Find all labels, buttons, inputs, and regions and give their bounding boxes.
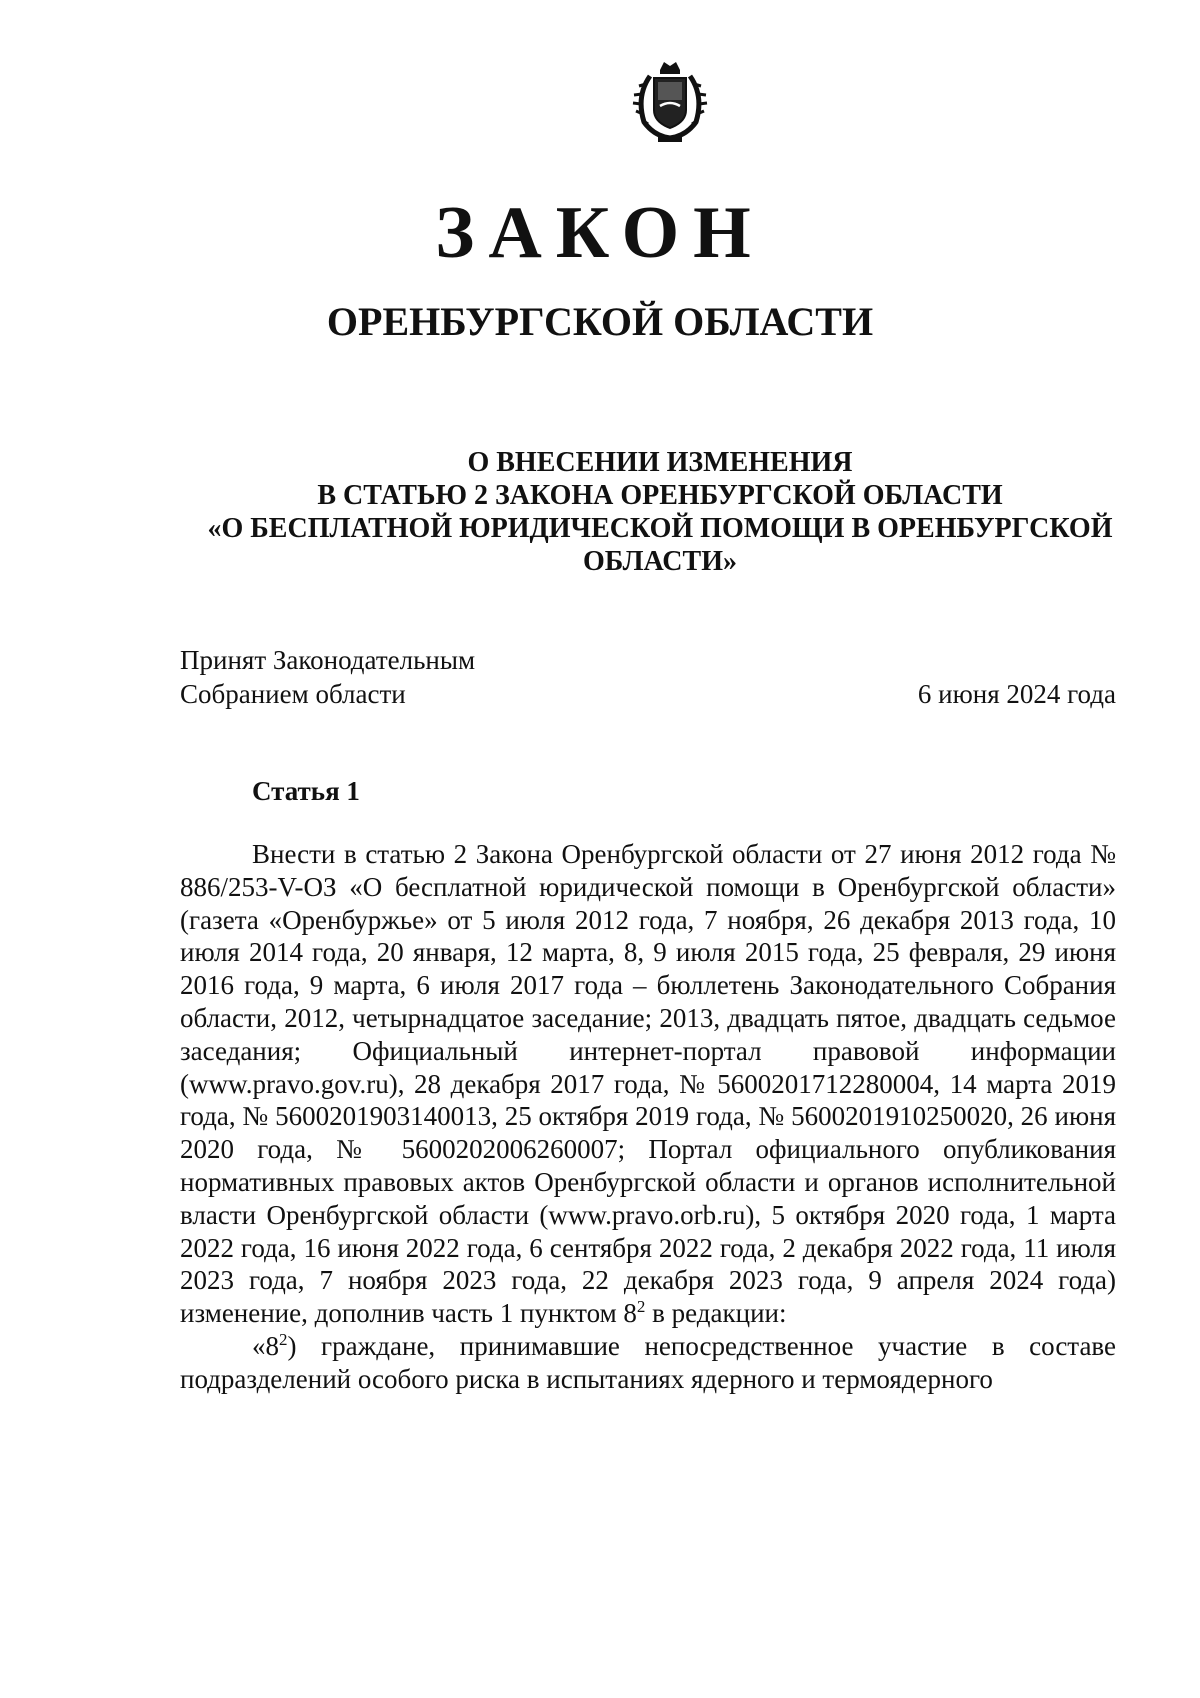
title-line: «О БЕСПЛАТНОЙ ЮРИДИЧЕСКОЙ ПОМОЩИ В ОРЕНБУРГСКОЙ — [207, 513, 1113, 544]
article-paragraph — [180, 1330, 1116, 1396]
article-paragraph — [180, 838, 1116, 1330]
adoption-line: Собранием области — [180, 679, 406, 709]
paragraph-text: в редакции: — [645, 1298, 787, 1329]
paragraph-text: ) граждане, принимавшие непосредственное участие в составе подразделений особого риска в испытаниях ядерного и термоядерного — [180, 1330, 1116, 1394]
adoption-statement — [180, 643, 475, 711]
adoption-date: 6 июня 2024 года — [917, 679, 1116, 709]
coat-of-arms-emblem — [620, 56, 720, 146]
paragraph-text: Внести в статью 2 Закона Оренбургской области от 27 июня 2012 года № 886/253-V-ОЗ «О бесплатной юридической помощи в Оренбургской области» (газета «Оренбуржье» от 5 июля 2012 года, 7 ноября, 26 декабря 2013 года, 10 июля 2014 года, 20 января, 12 марта, 8, 9 июля 2015 года, 25 февраля, 29 июня 2016 года, 9 марта, 6 июля 2017 года – бюллетень Законодательного Собрания области, 2012, четырнадцатое заседание; 2013, двадцать пятое, двадцать седьмое заседания; Официальный интернет-портал правовой информации (www.pravo.gov.ru), 28 декабря 2017 года, № 5600201712280004, 14 марта 2019 года, № 5600201903140013, 25 октября 2019 года, № 5600201910250020, 26 июня 2020 года, № 5600202006260007; Портал официального опубликования нормативных правовых актов Оренбургской области и органов исполнительной власти Оренбургской области (www.pravo.orb.ru), 5 октября 2020 года, 1 марта 2022 года, 16 июня 2022 года, 6 сентября 2022 года, 2 декабря 2022 года, 11 июля 2023 года, 7 ноября 2023 года, 22 декабря 2023 года, 9 апреля 2024 года) изменение, дополнив часть 1 пунктом 8 — [180, 839, 1116, 1329]
region-heading: ОРЕНБУРГСКОЙ ОБЛАСТИ — [326, 299, 874, 344]
title-line: ОБЛАСТИ» — [583, 546, 737, 577]
law-title — [180, 446, 1140, 578]
title-line: О ВНЕСЕНИИ ИЗМЕНЕНИЯ — [467, 447, 853, 478]
title-line: В СТАТЬЮ 2 ЗАКОНА ОРЕНБУРГСКОЙ ОБЛАСТИ — [317, 480, 1003, 511]
document-type-heading: ЗАКОН — [435, 192, 765, 274]
paragraph-text: «8 — [252, 1330, 279, 1361]
article-heading: Статья 1 — [252, 776, 360, 806]
adoption-line: Принят Законодательным — [180, 645, 476, 675]
superscript: 2 — [279, 1329, 288, 1349]
superscript: 2 — [636, 1297, 646, 1317]
article-body — [180, 838, 1116, 1396]
